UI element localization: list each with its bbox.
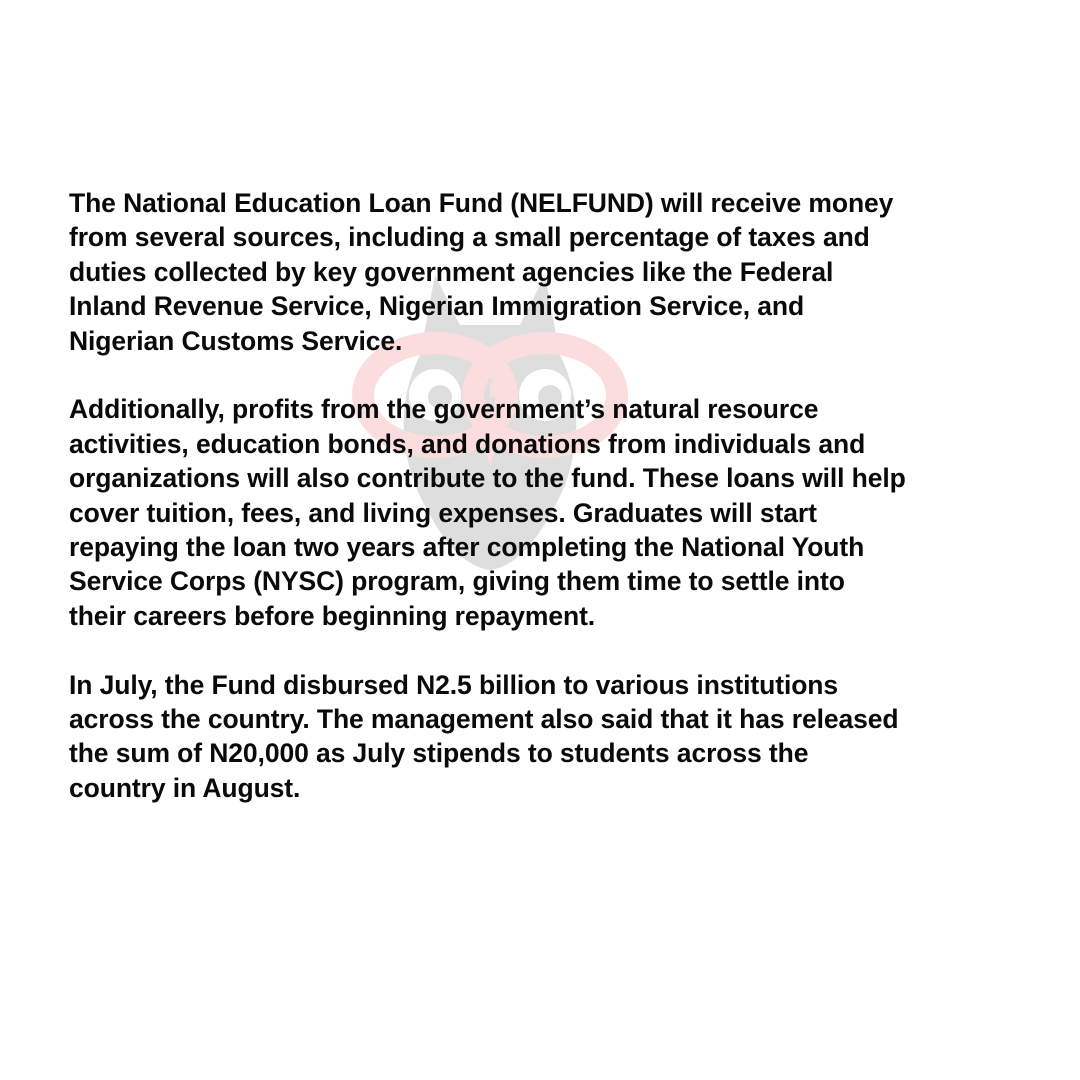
article-paragraph: The National Education Loan Fund (NELFUND) will receive money from several sources, including a small percentage of taxes and duties collected by key government agencies like the Federal Inland Revenue Service, Nigerian Immigration Service, and Nigerian Customs Service. [69,188,894,356]
article-body [69,186,1019,840]
article-paragraph: Additionally, profits from the government’s natural resource activities, education bonds, and donations from individuals and organizations will also contribute to the fund. These loans will help cover tuition, fees, and living expenses. Graduates will start repaying the loan two years after completing the National Youth Service Corps (NYSC) program, giving them time to settle into their careers before beginning repayment. [69,394,906,631]
article-paragraph: In July, the Fund disbursed N2.5 billion to various institutions across the country. The management also said that it has released the sum of N20,000 as July stipends to students across the country in August. [69,669,899,803]
